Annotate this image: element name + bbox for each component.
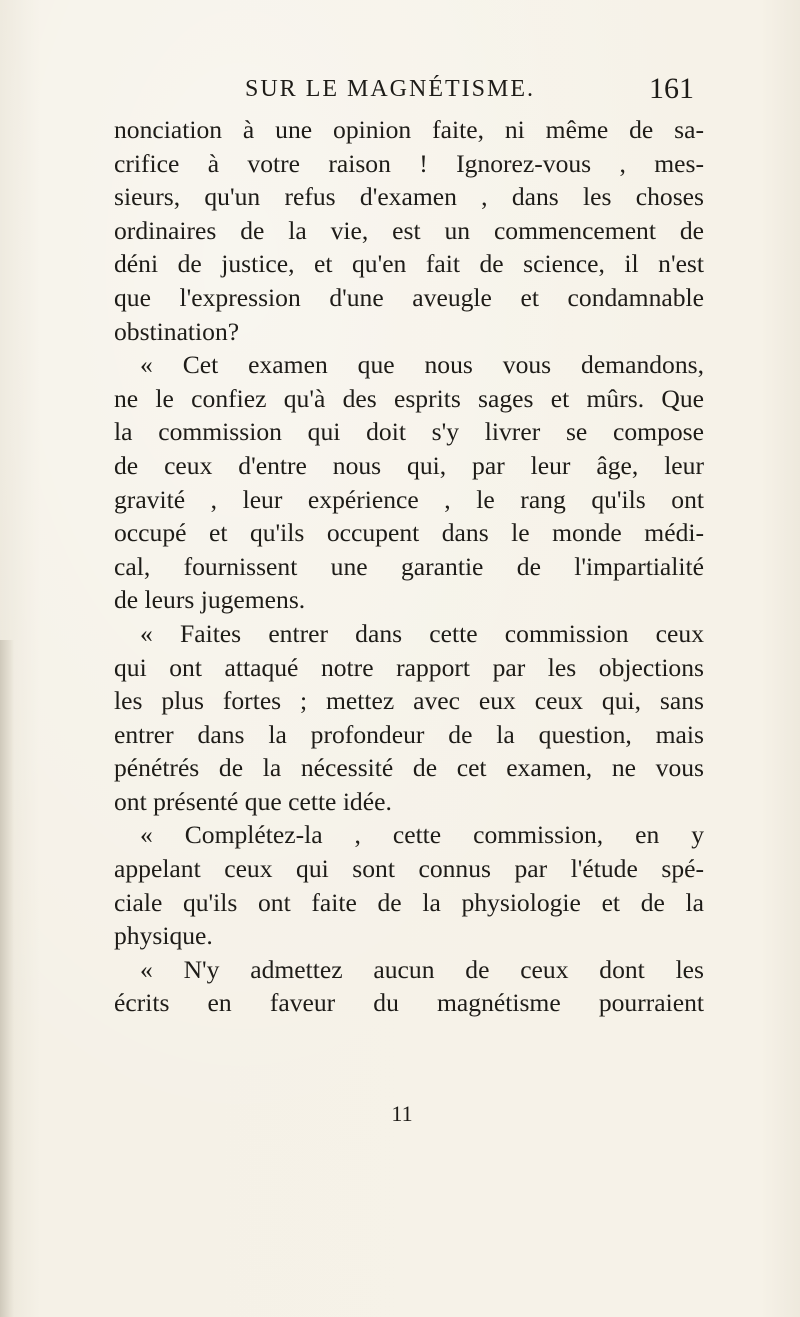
signature-mark: 11 (391, 1101, 413, 1126)
text-line: qui ont attaqué notre rapport par les objections (114, 652, 704, 682)
body-text (114, 113, 704, 1020)
running-head-title: SUR LE MAGNÉTISME. (245, 76, 536, 102)
text-line: déni de justice, et qu'en fait de science, il n'est (114, 249, 704, 279)
text-line: obstination? (114, 316, 240, 346)
text-line: sieurs, qu'un refus d'examen , dans les choses (114, 182, 704, 212)
text-line: physique. (114, 921, 213, 951)
page-number: 161 (649, 72, 694, 105)
text-line: ciale qu'ils ont faite de la physiologie et de la (114, 887, 704, 917)
text-line: ne le confiez qu'à des esprits sages et mûrs. Que (114, 383, 704, 413)
text-line: écrits en faveur du magnétisme pourraient (114, 988, 704, 1018)
text-line: ont présenté que cette idée. (114, 786, 392, 816)
text-line: de ceux d'entre nous qui, par leur âge, leur (114, 450, 704, 480)
text-line: ordinaires de la vie, est un commencement de (114, 215, 704, 245)
text-line: « N'y admettez aucun de ceux dont les (140, 954, 704, 984)
text-line: « Complétez-la , cette commission, en y (140, 820, 704, 850)
text-line: nonciation à une opinion faite, ni même de sa- (114, 115, 704, 144)
text-line: les plus fortes ; mettez avec eux ceux qui, sans (114, 686, 704, 716)
page-edge-shadow (0, 640, 14, 1317)
text-line: crifice à votre raison ! Ignorez-vous , mes- (114, 148, 704, 178)
text-line: « Cet examen que nous vous demandons, (140, 350, 704, 380)
text-line: entrer dans la profondeur de la question, mais (114, 719, 704, 749)
text-line: « Faites entrer dans cette commission ceux (140, 618, 704, 648)
text-line: gravité , leur expérience , le rang qu'ils ont (114, 484, 704, 514)
text-line: que l'expression d'une aveugle et condamnable (114, 282, 704, 312)
text-line: la commission qui doit s'y livrer se compose (114, 417, 704, 447)
text-line: cal, fournissent une garantie de l'impartialité (114, 551, 704, 581)
running-head (110, 72, 694, 112)
text-line: pénétrés de la nécessité de cet examen, ne vous (114, 753, 704, 783)
text-line: appelant ceux qui sont connus par l'étude spé- (114, 854, 704, 884)
text-line: de leurs jugemens. (114, 585, 306, 615)
text-line: occupé et qu'ils occupent dans le monde médi- (114, 518, 704, 548)
